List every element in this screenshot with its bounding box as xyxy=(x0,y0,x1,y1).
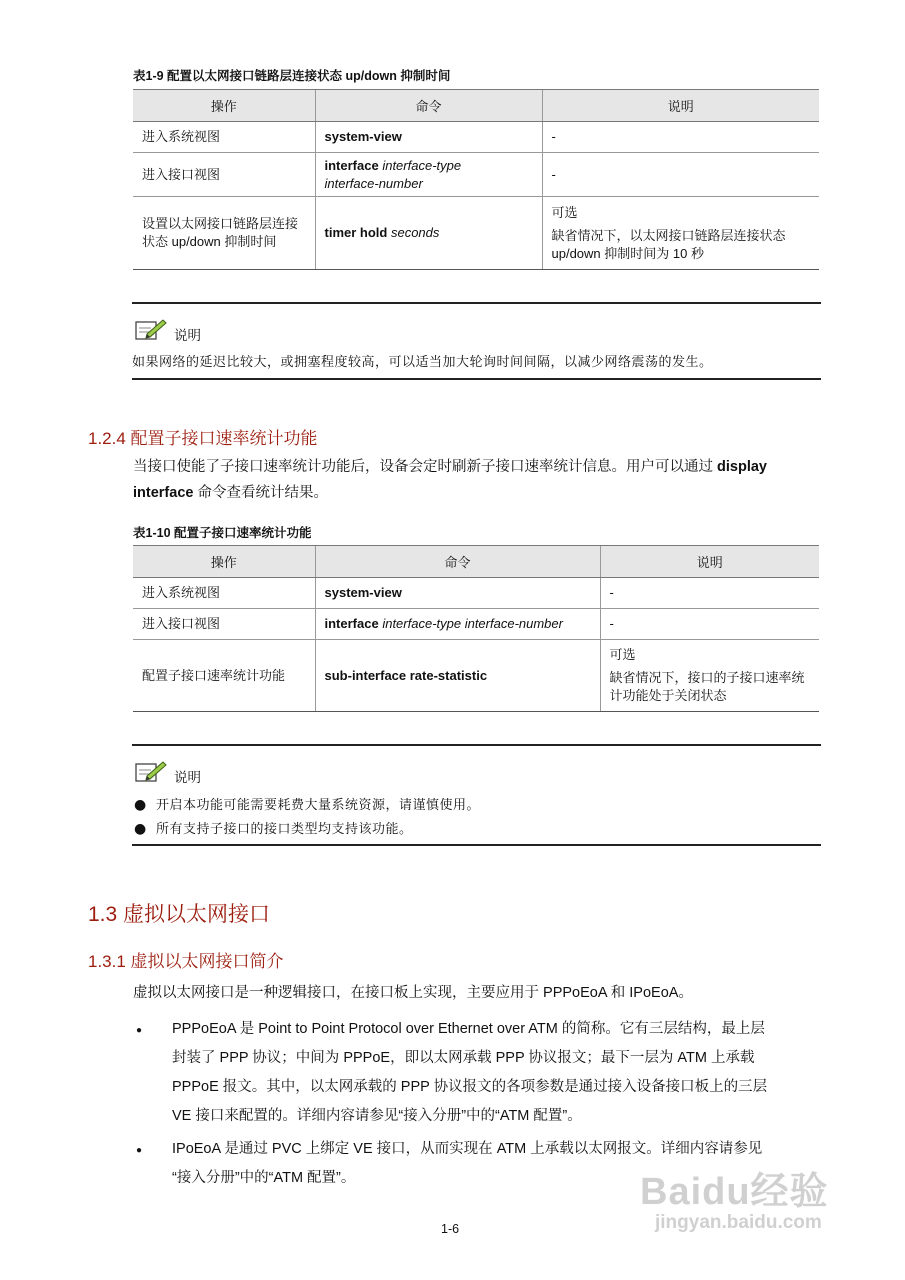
cell-command: sub-interface rate-statistic xyxy=(315,640,600,712)
cell-operation: 配置子接口速率统计功能 xyxy=(133,640,315,712)
table-row xyxy=(133,578,819,609)
bullet-dot: ● xyxy=(136,1145,143,1156)
note-pencil-icon xyxy=(134,759,168,785)
watermark-url: jingyan.baidu.com xyxy=(655,1212,822,1233)
cell-command: interface interface-type interface-number xyxy=(315,609,600,640)
note-title: 说明 xyxy=(174,328,201,343)
section-intro: 虚拟以太网接口是一种逻辑接口，在接口板上实现，主要应用于 PPPoEoA 和 IPoEoA。 xyxy=(133,985,693,1001)
note-box-1 xyxy=(132,302,821,380)
section-heading-1-2-4: 1.2.4 配置子接口速率统计功能 xyxy=(88,429,318,448)
table-row xyxy=(133,197,819,270)
note-box-2 xyxy=(132,744,821,846)
note-pencil-icon xyxy=(134,317,168,343)
table-caption-1-10: 表1-10 配置子接口速率统计功能 xyxy=(133,526,312,540)
bullet-pppoeoa: PPPoEoA 是 Point to Point Protocol over Ethernet over ATM 的简称。它有三层结构，最上层 封装了 PPP 协议；中间为 PPPoE，即以太网承载 PPP 协议报文；最下一层为 ATM 上承载 PPPoE 报文。其中，以太网承载的 PPP 协议报文的各项参数是通过接入设备接口板上的三层 VE 接口来配置的。详细内容请参见“接入分册”中的“ATM 配置”。 xyxy=(172,1021,768,1124)
col-header-description: 说明 xyxy=(600,546,819,578)
section-heading-1-3-1: 1.3.1 虚拟以太网接口简介 xyxy=(88,952,284,971)
cell-operation: 进入系统视图 xyxy=(133,122,315,153)
cell-description: - xyxy=(542,122,819,153)
note-title: 说明 xyxy=(174,770,201,785)
cell-command: interface interface-type interface-number xyxy=(315,153,542,197)
section-heading-1-3: 1.3 虚拟以太网接口 xyxy=(88,903,271,926)
col-header-operation: 操作 xyxy=(133,90,315,122)
cell-description: - xyxy=(542,153,819,197)
cell-description: - xyxy=(600,609,819,640)
note-list-item: ● 开启本功能可能需要耗费大量系统资源，请谨慎使用。 xyxy=(134,797,480,813)
cell-command: system-view xyxy=(315,122,542,153)
table-1-9 xyxy=(133,89,819,270)
cell-description: 可选 缺省情况下，以太网接口链路层连接状态 up/down 抑制时间为 10 秒 xyxy=(542,197,819,270)
col-header-command: 命令 xyxy=(315,90,542,122)
table-1-10 xyxy=(133,545,819,712)
cell-command: system-view xyxy=(315,578,600,609)
table-caption-1-9: 表1-9 配置以太网接口链路层连接状态 up/down 抑制时间 xyxy=(133,69,451,83)
col-header-operation: 操作 xyxy=(133,546,315,578)
note-text: 如果网络的延迟比较大，或拥塞程度较高，可以适当加大轮询时间间隔，以减少网络震荡的发生。 xyxy=(132,355,713,370)
cell-operation: 进入系统视图 xyxy=(133,578,315,609)
table-row xyxy=(133,122,819,153)
cell-command: timer hold seconds xyxy=(315,197,542,270)
cell-operation: 进入接口视图 xyxy=(133,609,315,640)
watermark-logo: Baidu经验 xyxy=(640,1171,829,1213)
table-row xyxy=(133,153,819,197)
bullet-ipoeoa: IPoEoA 是通过 PVC 上绑定 VE 接口，从而实现在 ATM 上承载以太网报文。详细内容请参见 “接入分册”中的“ATM 配置”。 xyxy=(172,1141,763,1186)
col-header-description: 说明 xyxy=(542,90,819,122)
cell-description: - xyxy=(600,578,819,609)
table-row xyxy=(133,609,819,640)
bullet-dot: ● xyxy=(136,1025,143,1036)
cell-description: 可选 缺省情况下，接口的子接口速率统 计功能处于关闭状态 xyxy=(600,640,819,712)
section-paragraph: 当接口使能了子接口速率统计功能后，设备会定时刷新子接口速率统计信息。用户可以通过 display interface 命令查看统计结果。 xyxy=(133,459,767,501)
table-row xyxy=(133,640,819,712)
col-header-command: 命令 xyxy=(315,546,600,578)
page-number: 1-6 xyxy=(441,1222,460,1236)
note-list-item: ● 所有支持子接口的接口类型均支持该功能。 xyxy=(134,821,413,837)
cell-operation: 设置以太网接口链路层连接 状态 up/down 抑制时间 xyxy=(133,197,315,270)
cell-operation: 进入接口视图 xyxy=(133,153,315,197)
